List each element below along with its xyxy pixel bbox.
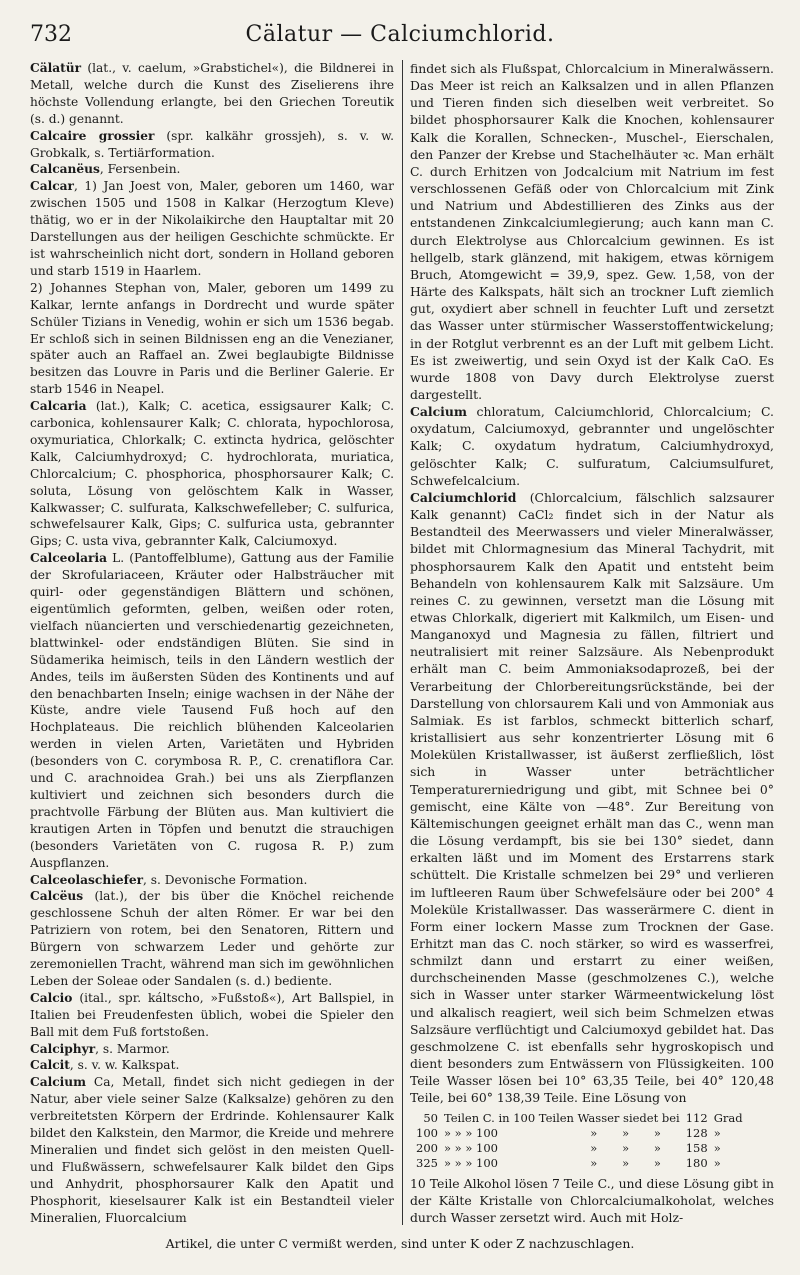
dictionary-entry — [30, 550, 394, 871]
table-cell: Teilen C. in 100 Teilen Wasser siedet bei — [443, 1110, 680, 1125]
entry-headword: Cälatür — [30, 61, 82, 75]
table-cell: » » » 100 — [443, 1140, 498, 1155]
entry-headword: Calcanëus — [30, 162, 100, 177]
column-divider — [402, 60, 403, 1225]
page-footer: Artikel, die unter C vermißt werden, sind unter K oder Z nachzuschlagen. — [165, 1236, 635, 1251]
table-cell: 158 — [685, 1140, 708, 1155]
entry-headword: Calciumchlorid — [410, 489, 517, 505]
table-row — [416, 1156, 749, 1171]
dictionary-entry — [30, 1041, 394, 1058]
table-cell: » — [590, 1155, 598, 1170]
table-cell: » — [653, 1140, 661, 1155]
entry-headword: Calcaire grossier — [30, 128, 155, 143]
entry-headword: Calcaria — [30, 399, 87, 414]
dictionary-entry — [30, 178, 394, 279]
entry-headword: Calcar — [30, 179, 74, 194]
entry-headword: Calciphyr — [30, 1041, 96, 1056]
dictionary-entry — [30, 280, 394, 398]
entry-body: (lat.), der bis über die Knöchel reichende geschlossene Schuh der alten Römer. Er war bei den Patriziern von rotem, bei den Senatoren, Rittern und Bürgern von schwarzem Leder und gehörte zur zeremoniellen Tracht, während man sich im gewöhnlichen Leben der Soleae oder Sandalen (s. d.) bediente. — [30, 889, 394, 988]
right-entries-before — [410, 60, 774, 1107]
dictionary-entry — [30, 128, 394, 162]
table-cell: » — [590, 1125, 598, 1140]
entry-body: (lat., v. caelum, »Grabstichel«), die Bildnerei in Metall, welche durch die Kunst des Ziselierens ihre höchste Vollendung erlangte, bei den Griechen Toreutik (s. d.) genannt. — [30, 61, 394, 126]
dictionary-entry — [410, 1175, 774, 1226]
entry-headword: Calcio — [30, 990, 73, 1005]
table-cell: » — [713, 1125, 721, 1140]
table-cell: » — [713, 1140, 721, 1155]
entry-body: (spr. kalkähr grossjeh), s. v. w. Grobkalk, s. Tertiärformation. — [30, 128, 394, 160]
dictionary-entry — [410, 60, 774, 403]
entry-body: L. (Pantoffelblume), Gattung aus der Familie der Skrofulariaceen, Kräuter oder Halbsträucher mit quirl- oder gegenständigen Blättern und schönen, eigentümlich geformten, gelben, weißen oder roten, vielfach nüancierten und verschiedenartig gezeichneten, blattwinkel- oder endständigen Blüten. Sie sind in Südamerika heimisch, teils in den Ländern westlich der Andes, teils im äußersten Süden des Kontinents und auf den benachbarten Inseln; einige wachsen in der Nähe der Küste, andre viele Tausend Fuß hoch auf den Hochplateaus. Die reichlich blühenden Kalceolarien werden in vielen Arten, Varietäten und Hybriden (besonders von C. corymbosa R. P., C. crenatiflora Car. und C. arachnoidea Grah.) bei uns als Zierpflanzen kultiviert und zeichnen sich besonders durch die prachtvolle Färbung der Blüten aus. Man kultiviert die krautigen Arten in Töpfen und benutzt die strauchigen (besonders Varietäten von C. rugosa R. P.) zum Auspflanzen. — [30, 551, 394, 870]
table-cell: » — [622, 1140, 630, 1155]
entry-headword: Calcium — [410, 404, 467, 420]
table-cell: » » » 100 — [443, 1155, 498, 1170]
table-cell: 325 — [416, 1155, 438, 1170]
table-row — [416, 1141, 749, 1156]
entry-body: , s. Devonische Formation. — [143, 872, 308, 887]
dictionary-entry — [30, 60, 394, 128]
dictionary-entry — [30, 872, 394, 889]
entry-body: , s. v. w. Kalkspat. — [69, 1058, 180, 1073]
right-column — [410, 60, 774, 1228]
table-cell: 100 — [416, 1125, 438, 1140]
entry-body: (ital., spr. káltscho, »Fußstoß«), Art Ballspiel, in Italien bei Freudenfesten üblich, wobei die Spieler den Ball mit dem Fuß fortstoßen. — [30, 990, 394, 1039]
dictionary-entry — [30, 1057, 394, 1074]
solubility-table — [410, 1111, 774, 1171]
dictionary-entry — [30, 888, 394, 989]
table-cell: » — [713, 1155, 721, 1170]
page-header — [30, 22, 770, 52]
table-cell: 112 — [685, 1110, 708, 1125]
dictionary-entry — [30, 161, 394, 178]
entry-headword: Calcëus — [30, 889, 84, 904]
dictionary-entry — [30, 990, 394, 1041]
entry-headword: Calceolaschiefer — [30, 872, 144, 887]
table-cell: 128 — [685, 1125, 708, 1140]
table-row — [416, 1126, 749, 1141]
dictionary-entry — [30, 1074, 394, 1226]
entry-body: (Chlorcalcium, fälschlich salzsaurer Kalk genannt) CaCl₂ findet sich in der Natur als Bestandteil des Meerwassers und vieler Mineralwässer, bildet mit Chlormagnesium das Mineral Tachydrit, mit phosphorsaurem Kalk den Apatit und entsteht beim Behandeln von kohlensaurem Kalk mit Salzsäure. Um reines C. zu gewinnen, versetzt man die Lösung mit etwas Chlorkalk, digeriert mit Kalkmilch, um Eisen- und Manganoxyd und Magnesia zu fällen, filtriert und neutralisiert mit reiner Salzsäure. Als Nebenprodukt erhält man C. beim Ammoniaksodaprozeß, bei der Verarbeitung der Chlorbereitungsrückstände, bei der Darstellung von chlorsaurem Kali und von Ammoniak aus Salmiak. Es ist farblos, schmeckt bitterlich scharf, kristallisiert aus sehr konzentrierter Lösung mit 6 Molekülen Kristallwasser, ist äußerst zerfließlich, löst sich in Wasser unter beträchtlicher Temperaturerniedrigung und gibt, mit Schnee bei 0° gemischt, eine Kälte von —48°. Zur Bereitung von Kältemischungen geeignet erhält man das C., wenn man die Lösung verdampft, bis sie bei 130° siedet, dann erkalten läßt und im Moment des Erstarrens stark schüttelt. Die Kristalle schmelzen bei 29° und verlieren im luftleeren Raum über Schwefelsäure oder bei 200° 4 Moleküle Kristallwasser. Das wasserärmere C. dient in Form einer lockern Masse zum Trocknen der Gase. Erhitzt man das C. noch stärker, so wird es wasserfrei, schmilzt dann und erstarrt zu einer weißen, durchscheinenden Masse (geschmolzenes C.), welche sich in Wasser unter starker Wärmeentwickelung löst und alkalisch reagiert, weil sich beim Schmelzen etwas Salzsäure verflüchtigt und Calciumoxyd gebildet hat. Das geschmolzene C. ist ebenfalls sehr hygroskopisch und dient besonders zum Entwässern von Flüssigkeiten. 100 Teile Wasser lösen bei 10° 63,35 Teile, bei 40° 120,48 Teile, bei 60° 138,39 Teile. Eine Lösung von — [410, 489, 774, 1106]
page-number: 732 — [30, 22, 72, 47]
dictionary-entry — [30, 398, 394, 550]
left-column — [30, 60, 394, 1228]
table-cell: 180 — [685, 1155, 708, 1170]
entry-body: , s. Marmor. — [95, 1041, 170, 1056]
entry-body: chloratum, Calciumchlorid, Chlorcalcium; C. oxydatum, Calciumoxyd, gebrannter und ungelöschter Kalk; C. oxydatum hydratum, Calciumhydroxyd, gelöschter Kalk; C. sulfuratum, Calciumsulfuret, Schwefelcalcium. — [410, 404, 774, 488]
entry-body: (lat.), Kalk; C. acetica, essigsaurer Kalk; C. carbonica, kohlensaurer Kalk; C. chlorata, hypochlorosa, oxymuriatica, Chlorkalk; C. extincta hydrica, gelöschter Kalk, Calciumhydroxyd; C. hydrochlorata, muriatica, Chlorcalcium; C. phosphorica, phosphorsaurer Kalk; C. soluta, Lösung von gelöschtem Kalk in Wasser, Kalkwasser; C. sulfurata, Kalkschwefelleber; C. sulfurica, schwefelsaurer Kalk, Gips; C. sulfurica usta, gebrannter Gips; C. usta viva, gebrannter Kalk, Calciumoxyd. — [30, 399, 394, 549]
table-cell: » — [590, 1140, 598, 1155]
table-cell: » — [622, 1155, 630, 1170]
right-entries-after — [410, 1175, 774, 1226]
entry-body: , Fersenbein. — [99, 162, 181, 177]
entry-body: Ca, Metall, findet sich nicht gediegen in der Natur, aber viele seiner Salze (Kalksalze) gehören zu den verbreitetsten Körpern der Erdrinde. Kohlensaurer Kalk bildet den Kalkstein, den Marmor, die Kreide und mehrere Mineralien und findet sich gelöst in den meisten Quell- und Flußwässern, schwefelsaurer Kalk bildet den Gips und Anhydrit, phosphorsaurer Kalk den Apatit und Phosphorit, kieselsaurer Kalk ist ein Bestandteil vieler Mineralien, Fluorcalcium — [30, 1075, 394, 1225]
entry-headword: Calcit — [30, 1058, 70, 1073]
table-cell: 200 — [416, 1140, 438, 1155]
dictionary-entry — [410, 403, 774, 489]
table-cell: Grad — [713, 1110, 743, 1125]
table-cell: » — [622, 1125, 630, 1140]
running-title: Cälatur — Calciumchlorid. — [245, 22, 555, 47]
entry-headword: Calcium — [30, 1075, 87, 1090]
table-cell: » » » 100 — [443, 1125, 498, 1140]
dictionary-entry — [410, 489, 774, 1107]
entry-headword: Calceolaria — [30, 551, 108, 566]
table-cell: » — [653, 1125, 661, 1140]
table-header-row — [416, 1111, 749, 1126]
entry-body: 2) Johannes Stephan von, Maler, geboren um 1499 zu Kalkar, lernte anfangs in Dordrecht und wurde später Schüler Tizians in Venedig, wohin er sich um 1536 begab. Er schloß sich in seinen Bildnissen eng an die Venezianer, später auch an Raffael an. Zwei beglaubigte Bildnisse besitzen das Louvre in Paris und die Berliner Galerie. Er starb 1546 in Neapel. — [30, 280, 394, 397]
table-cell: » — [653, 1155, 661, 1170]
table-cell: 50 — [423, 1110, 438, 1125]
entry-body: findet sich als Flußspat, Chlorcalcium in Mineralwässern. Das Meer ist reich an Kalksalzen und in allen Pflanzen und Tieren finden sich dieselben weit verbreitet. So bildet phosphorsaurer Kalk die Knochen, kohlensaurer Kalk die Korallen, Schnecken-, Muschel-, Eierschalen, den Panzer der Krebse und Stachelhäuter ꝛc. Man erhält C. durch Erhitzen von Jodcalcium mit Natrium im fest verschlossenen Gefäß oder von Chlorcalcium mit Zink und Natrium und Abdestillieren des Zinks aus der entstandenen Zinkcalciumlegierung; auch kann man C. durch Elektrolyse aus Chlorcalcium gewinnen. Es ist hellgelb, stark glänzend, mit hakigem, etwas körnigem Bruch, Atomgewicht = 39,9, spez. Gew. 1,58, von der Härte des Kalkspats, hält sich an trockner Luft ziemlich gut, oxydiert aber schnell in feuchter Luft und zersetzt das Wasser unter stürmischer Wasserstoffentwickelung; in der Rotglut verbrennt es an der Luft mit gelbem Licht. Es ist zweiwertig, und sein Oxyd ist der Kalk CaO. Es wurde 1808 von Davy durch Elektrolyse zuerst dargestellt. — [410, 61, 774, 402]
entry-body: 10 Teile Alkohol lösen 7 Teile C., und diese Lösung gibt in der Kälte Kristalle von Chlorcalciumalkoholat, welches durch Wasser zersetzt wird. Auch mit Holz- — [410, 1175, 774, 1225]
entry-body: , 1) Jan Joest von, Maler, geboren um 1460, war zwischen 1505 und 1508 in Kalkar (Herzogtum Kleve) thätig, wo er in der Nikolaikirche den Hauptaltar mit 20 Darstellungen aus der heiligen Geschichte schmückte. Er ist wahrscheinlich nicht dort, sondern in Holland geboren und starb 1519 in Haarlem. — [30, 179, 394, 278]
